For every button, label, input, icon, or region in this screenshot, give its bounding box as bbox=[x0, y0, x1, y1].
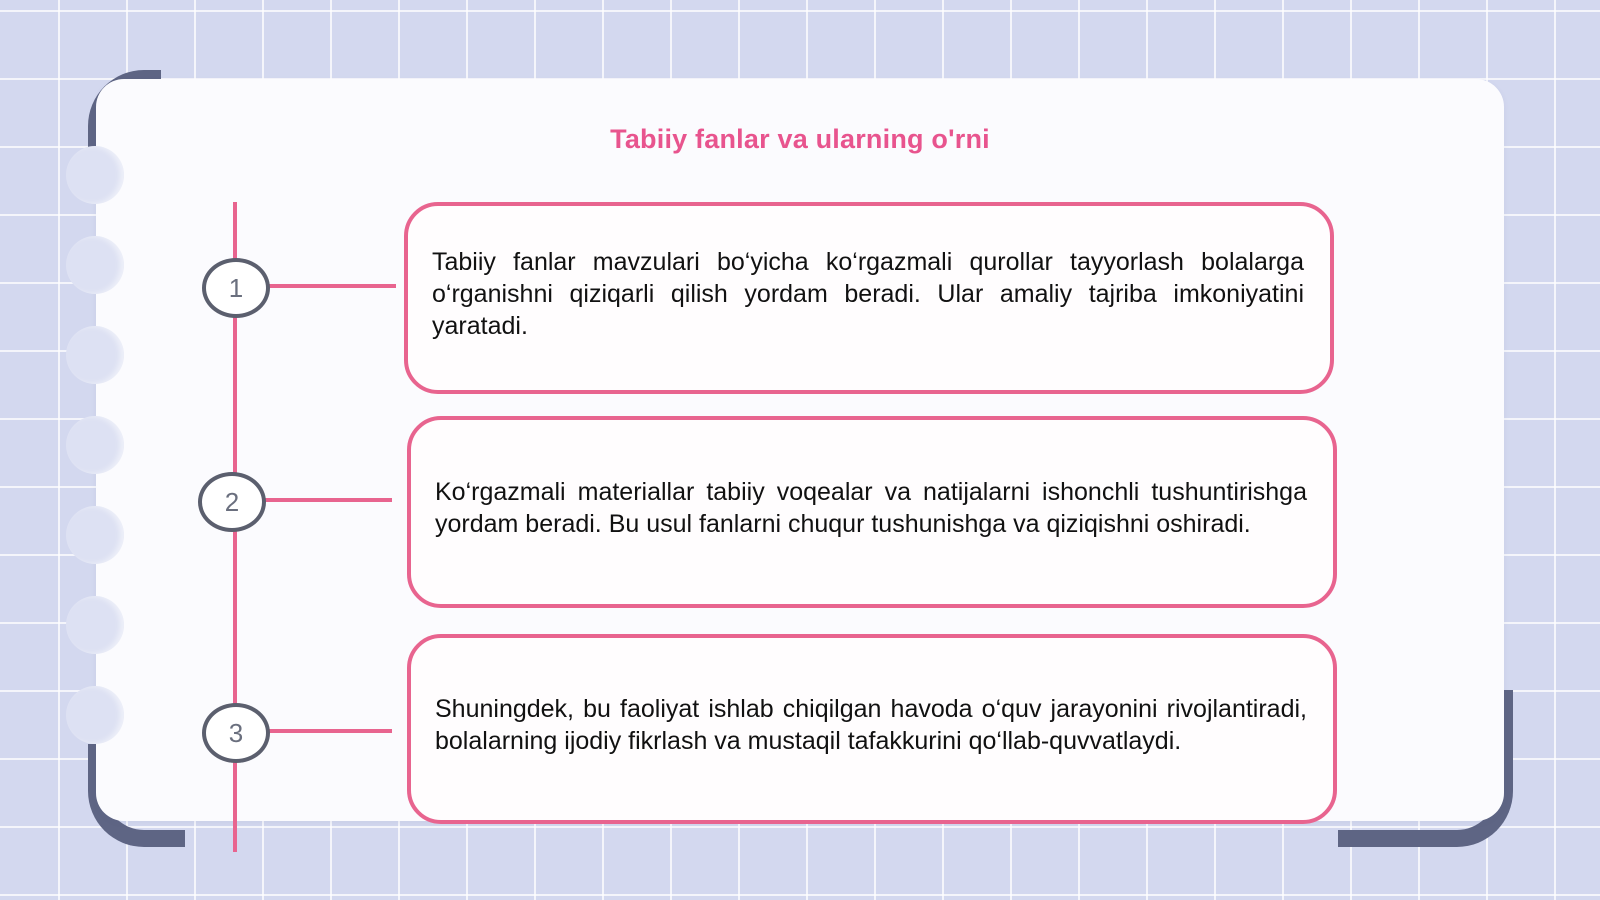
step-connector bbox=[262, 498, 392, 502]
info-card-1 bbox=[404, 202, 1334, 394]
page-title: Tabiiy fanlar va ularning o'rni bbox=[610, 124, 990, 154]
step-number-2: 2 bbox=[198, 472, 266, 532]
step-number-1: 1 bbox=[202, 258, 270, 318]
notebook-scallop bbox=[66, 416, 124, 474]
info-card-text: Ko‘rgazmali materiallar tabiiy voqealar va natijalarni ishonchli tushuntirishga yordam beradi. Bu usul fanlarni chuqur tushunishga va qiziqishni oshiradi. bbox=[435, 478, 1307, 538]
notebook-scallop bbox=[66, 236, 124, 294]
notebook-scallop bbox=[66, 326, 124, 384]
step-number-3: 3 bbox=[202, 703, 270, 763]
notebook-scallop bbox=[66, 506, 124, 564]
step-connector bbox=[265, 729, 392, 733]
info-card-text: Shuningdek, bu faoliyat ishlab chiqilgan havoda o‘quv jarayonini rivojlantiradi, bolalarning ijodiy fikrlash va mustaqil tafakkurini qo‘llab-quvvatlaydi. bbox=[435, 695, 1307, 755]
info-card-3 bbox=[407, 634, 1337, 824]
info-card-2 bbox=[407, 416, 1337, 608]
info-card-text: Tabiiy fanlar mavzulari bo‘yicha ko‘rgazmali qurollar tayyorlash bolalarga o‘rganishni qiziqarli qilish yordam beradi. Ular amaliy tajriba imkoniyatini yaratadi. bbox=[432, 248, 1304, 340]
notebook-scallop bbox=[66, 686, 124, 744]
step-connector bbox=[265, 284, 396, 288]
notebook-scallop bbox=[66, 596, 124, 654]
